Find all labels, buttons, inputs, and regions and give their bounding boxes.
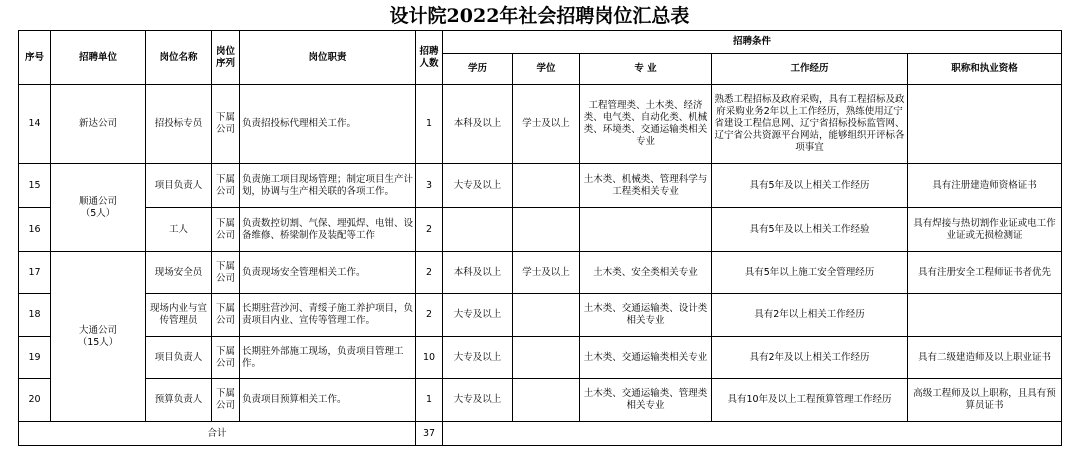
- cell-edu: 大专及以上: [443, 379, 513, 422]
- cell-post: 工人: [146, 208, 212, 252]
- col-unit: 招聘单位: [51, 31, 146, 85]
- col-duty: 岗位职责: [240, 31, 416, 85]
- cell-exp: 具有5年以上施工安全管理经历: [712, 252, 908, 294]
- cell-exp: 具有10年及以上工程预算管理工作经历: [712, 379, 908, 422]
- cell-post-seq: 下属公司: [212, 85, 240, 164]
- cell-major: 土木类、机械类、管理科学与工程类相关专业: [580, 164, 712, 208]
- cell-post-seq: 下属公司: [212, 208, 240, 252]
- col-major: 专 业: [580, 54, 712, 85]
- total-empty: [443, 422, 1062, 446]
- cell-exp: 具有5年及以上相关工作经验: [712, 208, 908, 252]
- cell-degree: [513, 164, 580, 208]
- cell-count: 2: [416, 208, 443, 252]
- cell-post-seq: 下属公司: [212, 294, 240, 337]
- col-qual: 职称和执业资格: [908, 54, 1062, 85]
- cell-qual: [908, 85, 1062, 164]
- cell-qual: 具有注册安全工程师证书者优先: [908, 252, 1062, 294]
- table-row: [19, 337, 1062, 379]
- col-post-name: 岗位名称: [146, 31, 212, 85]
- cell-post: 招投标专员: [146, 85, 212, 164]
- cell-degree: [513, 294, 580, 337]
- col-count: 招聘人数: [416, 31, 443, 85]
- recruitment-table: [18, 30, 1062, 446]
- cell-exp: 具有2年以上相关工作经历: [712, 294, 908, 337]
- cell-seq: 17: [19, 252, 51, 294]
- cell-qual: 具有焊接与热切割作业证或电工作业证或无损检测证: [908, 208, 1062, 252]
- cell-duty: 负责施工项目现场管理；制定项目生产计划，协调与生产相关联的各项工作。: [240, 164, 416, 208]
- table-row: [19, 85, 1062, 164]
- cell-post-seq: 下属公司: [212, 164, 240, 208]
- header-row: [19, 31, 1062, 54]
- cell-count: 3: [416, 164, 443, 208]
- col-post-seq: 岗位序列: [212, 31, 240, 85]
- cell-qual: 具有注册建造师资格证书: [908, 164, 1062, 208]
- cell-edu: [443, 208, 513, 252]
- cell-edu: 本科及以上: [443, 252, 513, 294]
- cell-seq: 15: [19, 164, 51, 208]
- cell-duty: 负责数控切割、气保、埋弧焊、电钳、设备维修、桥梁制作及装配等工作: [240, 208, 416, 252]
- cell-edu: 大专及以上: [443, 337, 513, 379]
- cell-post-seq: 下属公司: [212, 337, 240, 379]
- total-row: [19, 422, 1062, 446]
- cell-post-seq: 下属公司: [212, 252, 240, 294]
- cell-major: 土木类、交通运输类、设计类相关专业: [580, 294, 712, 337]
- cell-qual: 高级工程师及以上职称，且具有预算员证书: [908, 379, 1062, 422]
- cell-post: 现场安全员: [146, 252, 212, 294]
- cell-duty: 负责招投标代理相关工作。: [240, 85, 416, 164]
- col-exp: 工作经历: [712, 54, 908, 85]
- cell-degree: [513, 379, 580, 422]
- cell-major: [580, 208, 712, 252]
- cell-post: 项目负责人: [146, 164, 212, 208]
- cell-exp: 具有2年及以上相关工作经历: [712, 337, 908, 379]
- cell-edu: 大专及以上: [443, 164, 513, 208]
- cell-duty: 负责现场安全管理相关工作。: [240, 252, 416, 294]
- cell-post: 项目负责人: [146, 337, 212, 379]
- table-row: [19, 164, 1062, 208]
- cell-count: 10: [416, 337, 443, 379]
- cell-edu: 本科及以上: [443, 85, 513, 164]
- cell-exp: 熟悉工程招标及政府采购，具有工程招标及政府采购业务2年以上工作经历，熟练使用辽宁省建设工程信息网、辽宁省招标投标监管网、辽宁省公共资源平台网站，能够组织开评标各项事宜: [712, 85, 908, 164]
- cell-post: 预算负责人: [146, 379, 212, 422]
- cell-seq: 16: [19, 208, 51, 252]
- cell-seq: 14: [19, 85, 51, 164]
- total-count: 37: [416, 422, 443, 446]
- cell-seq: 18: [19, 294, 51, 337]
- page-title: 设计院2022年社会招聘岗位汇总表: [389, 5, 690, 27]
- cell-qual: [908, 294, 1062, 337]
- cell-count: 2: [416, 294, 443, 337]
- col-requirements: 招聘条件: [443, 31, 1062, 54]
- cell-seq: 20: [19, 379, 51, 422]
- cell-duty: 长期驻营沙河、青绥子施工养护项目，负责项目内业、宣传等管理工作。: [240, 294, 416, 337]
- cell-exp: 具有5年及以上相关工作经历: [712, 164, 908, 208]
- cell-unit: 新达公司: [51, 85, 146, 164]
- table-row: [19, 294, 1062, 337]
- col-degree: 学位: [513, 54, 580, 85]
- cell-post-seq: 下属公司: [212, 379, 240, 422]
- cell-duty: 负责项目预算相关工作。: [240, 379, 416, 422]
- cell-degree: 学士及以上: [513, 85, 580, 164]
- cell-degree: [513, 208, 580, 252]
- cell-degree: [513, 337, 580, 379]
- table-row: [19, 208, 1062, 252]
- cell-count: 1: [416, 85, 443, 164]
- cell-unit: 顺通公司 （5人）: [51, 164, 146, 252]
- cell-major: 土木类、交通运输类相关专业: [580, 337, 712, 379]
- cell-count: 2: [416, 252, 443, 294]
- cell-count: 1: [416, 379, 443, 422]
- cell-duty: 长期驻外部施工现场，负责项目管理工作。: [240, 337, 416, 379]
- cell-major: 土木类、交通运输类、管理类相关专业: [580, 379, 712, 422]
- col-seq: 序号: [19, 31, 51, 85]
- cell-post: 现场内业与宣传管理员: [146, 294, 212, 337]
- table-row: [19, 379, 1062, 422]
- cell-edu: 大专及以上: [443, 294, 513, 337]
- table-row: [19, 252, 1062, 294]
- cell-qual: 具有二级建造师及以上职业证书: [908, 337, 1062, 379]
- total-label: 合计: [19, 422, 416, 446]
- cell-unit: 大通公司 （15人）: [51, 252, 146, 422]
- col-edu: 学历: [443, 54, 513, 85]
- cell-major: 土木类、安全类相关专业: [580, 252, 712, 294]
- cell-major: 工程管理类、土木类、经济类、电气类、自动化类、机械类、环境类、交通运输类相关专业: [580, 85, 712, 164]
- cell-degree: 学士及以上: [513, 252, 580, 294]
- cell-seq: 19: [19, 337, 51, 379]
